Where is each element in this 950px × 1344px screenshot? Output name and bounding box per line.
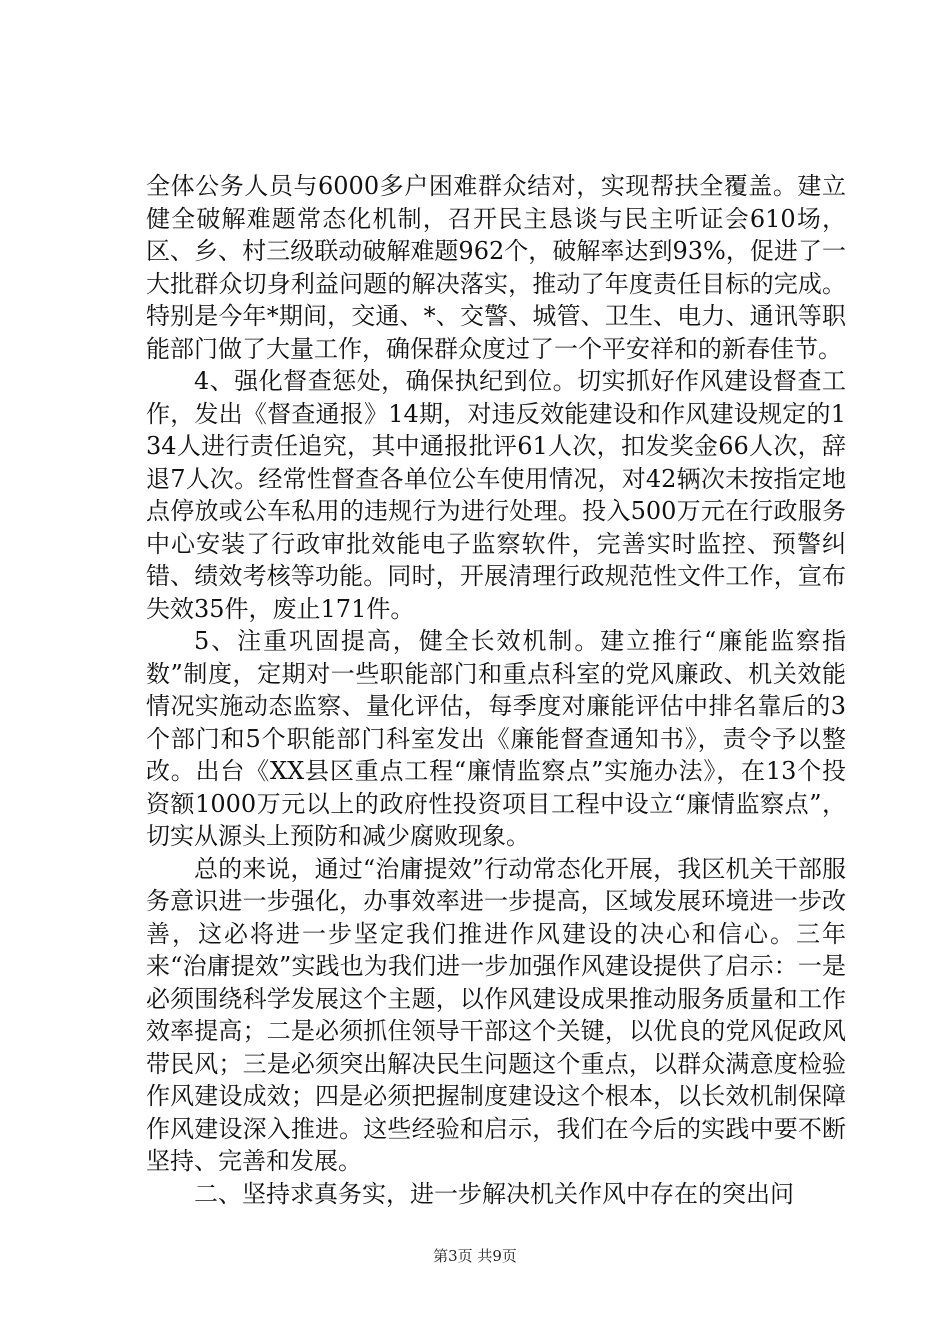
section-heading-2: 二、坚持求真务实，进一步解决机关作风中存在的突出问 (194, 1179, 794, 1208)
document-body (146, 170, 846, 1210)
page-number: 第3页 共9页 (433, 1247, 517, 1265)
paragraph-summary: 总的来说，通过“治庸提效”行动常态化开展，我区机关干部服务意识进一步强化，办事效率进一步提高，区域发展环境进一步改善，这必将进一步坚定我们推进作风建设的决心和信心。三年来“治庸提效”实践也为我们进一步加强作风建设提供了启示：一是必须围绕科学发展这个主题，以作风建设成果推动服务质量和工作效率提高；二是必须抓住领导干部这个关键，以优良的党风促政风带民风；三是必须突出解决民生问题这个重点，以群众满意度检验作风建设成效；四是必须把握制度建设这个根本，以长效机制保障作风建设深入推进。这些经验和启示，我们在今后的实践中要不断坚持、完善和发展。 (146, 854, 846, 1175)
paragraph-item-5: 5、注重巩固提高，健全长效机制。建立推行“廉能监察指数”制度，定期对一些职能部门和重点科室的党风廉政、机关效能情况实施动态监察、量化评估，每季度对廉能评估中排名靠后的3个部门和5个职能部门科室发出《廉能督查通知书》，责令予以整改。出台《XX县区重点工程“廉情监察点”实施办法》，在13个投资额1000万元以上的政府性投资项目工程中设立“廉情监察点”，切实从源头上预防和减少腐败现象。 (146, 627, 846, 850)
paragraph-item-4: 4、强化督查惩处，确保执纪到位。切实抓好作风建设督查工作，发出《督查通报》14期，对违反效能建设和作风建设规定的134人进行责任追究，其中通报批评61人次，扣发奖金66人次，辞退7人次。经常性督查各单位公车使用情况，对42辆次未按指定地点停放或公车私用的违规行为进行处理。投入500万元在行政服务中心安装了行政审批效能电子监察软件，完善实时监控、预警纠错、绩效考核等功能。同时，开展清理行政规范性文件工作，宣布失效35件，废止171件。 (146, 367, 846, 623)
paragraph-continued: 全体公务人员与6000多户困难群众结对，实现帮扶全覆盖。建立健全破解难题常态化机制，召开民主恳谈与民主听证会610场，区、乡、村三级联动破解难题962个，破解率达到93%，促进了一大批群众切身利益问题的解决落实，推动了年度责任目标的完成。特别是今年*期间，交通、*、交警、城管、卫生、电力、通讯等职能部门做了大量工作，确保群众度过了一个平安祥和的新春佳节。 (146, 172, 846, 363)
